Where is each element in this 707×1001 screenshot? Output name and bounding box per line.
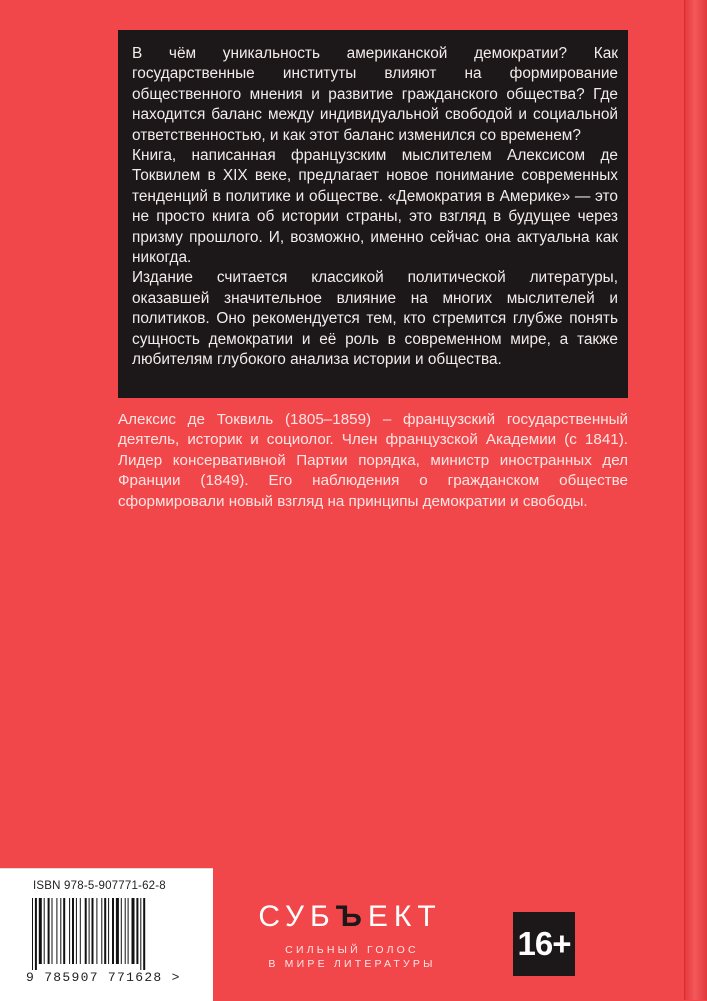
blurb-paragraph-2: Книга, написанная французским мыслителем Алексисом де Токвилем в XIX веке, предлагает новое понимание современных тенденций в политике и обществе. «Демократия в Америке» — это не просто книга об истории страны, это взгляд в будущее через призму прошлого. И, возможно, именно сейчас она актуальна как никогда. [132, 147, 618, 267]
blurb-box [118, 30, 628, 398]
barcode-digits: 9 785907 771628 > [26, 970, 181, 985]
publisher-logo [254, 900, 446, 934]
publisher-slogan-line-2: В МИРЕ ЛИТЕРАТУРЫ [268, 958, 436, 970]
publisher-logo-hard-sign: Ъ [335, 900, 368, 933]
publisher-logo-part-2: ЕКТ [367, 900, 442, 933]
author-bio: Алексис де Токвиль (1805–1859) – французский государственный деятель, историк и социолог. Член французской Академии (с 1841). Лидер консервативной Партии порядка, министр иностранных дел Франции (1849). Его наблюдения о гражданском обществе сформировали новый взгляд на принципы демократии и свободы. [118, 411, 628, 510]
blurb-paragraph-1: В чём уникальность американской демократии? Как государственные институты влияют на формирование общественного мнения и развитие гражданского общества? Где находится баланс между индивидуальной свободой и социальной ответственностью, и как этот баланс изменился со временем? [132, 45, 618, 144]
blurb-paragraph-3: Издание считается классикой политической литературы, оказавшей значительное влияние на многих мыслителей и политиков. Оно рекомендуется тем, кто стремится глубже понять сущность демократии и её роль в современном мире, а также любителям глубокого анализа истории и общества. [132, 269, 618, 369]
book-spine-edge [684, 0, 707, 1000]
publisher-slogan-line-1: СИЛЬНЫЙ ГОЛОС [285, 944, 419, 956]
barcode-image [30, 898, 180, 970]
isbn-text: ISBN 978-5-907771-62-8 [33, 880, 166, 892]
age-rating-badge: 16+ [513, 912, 575, 976]
publisher-logo-part-1: СУБ [258, 900, 336, 933]
